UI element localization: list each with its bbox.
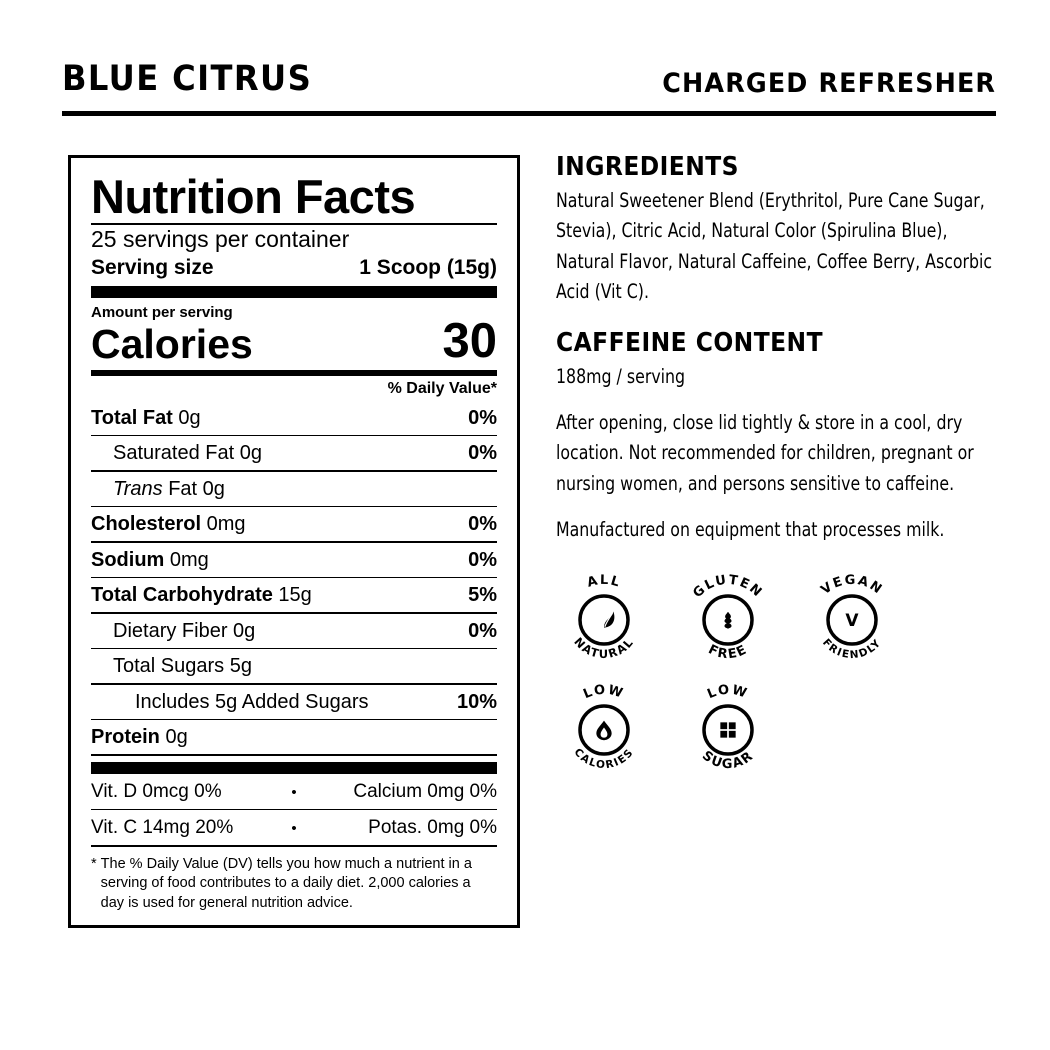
nutrient-name: Total Sugars 5g — [113, 655, 252, 678]
vitamin-rows — [87, 774, 501, 846]
nutrient-daily-value: 0% — [468, 442, 497, 465]
badge-vegan-friendly — [804, 572, 900, 668]
nutrient-rows — [87, 401, 501, 756]
caffeine-amount: 188mg / serving — [556, 364, 686, 388]
caffeine-heading: CAFFEINE CONTENT — [556, 327, 824, 358]
nutrient-name: Protein 0g — [91, 726, 188, 749]
nutrient-daily-value: 5% — [468, 584, 497, 607]
nutrition-facts-title: Nutrition Facts — [91, 170, 416, 223]
footnote-star: * — [91, 855, 97, 872]
badge-row — [556, 682, 936, 778]
ingredients-text: Natural Sweetener Blend (Erythritol, Pure Cane Sugar, Stevia), Citric Acid, Natural Color (Spirulina Blue), Natural Flavor, Natural Caffeine, Coffee Berry, Ascorbic Acid (Vit C). — [556, 189, 993, 304]
vitamin-right-value: Calcium 0mg 0% — [353, 780, 497, 802]
daily-value-header: % Daily Value* — [387, 379, 497, 397]
svg-text:ALL: ALL — [585, 572, 623, 591]
ingredients-heading: INGREDIENTS — [556, 152, 739, 182]
page-title: BLUE CITRUS — [62, 59, 313, 99]
svg-text:CALORIES: CALORIES — [571, 745, 637, 771]
nutrient-name: Includes 5g Added Sugars — [135, 690, 369, 713]
nutrient-name: Trans Fat 0g — [113, 477, 225, 500]
wheat-icon — [724, 612, 731, 628]
sugar-cubes-icon — [720, 722, 735, 737]
nutrient-daily-value: 0% — [468, 619, 497, 642]
footnote-text: The % Daily Value (DV) tells you how much a nutrient in a serving of food contributes to a daily diet. 2,000 calories a day is used for general nutrition advice. — [100, 855, 472, 911]
nutrient-amount: 5g — [224, 655, 252, 678]
nutrient-amount: 0mg — [201, 513, 246, 536]
nutrient-amount: 0g — [234, 442, 262, 465]
nutrient-row — [87, 543, 501, 577]
servings-per-container: 25 servings per container — [91, 225, 350, 252]
nutrient-name: Sodium 0mg — [91, 548, 209, 571]
nutrient-amount: 0g — [172, 406, 201, 429]
nutrient-row — [87, 720, 501, 754]
svg-text:VEGAN: VEGAN — [818, 572, 886, 598]
vitamin-separator-dot: • — [291, 820, 297, 838]
nutrient-name: Cholesterol 0mg — [91, 513, 246, 536]
info-column — [556, 152, 996, 792]
calories-label: Calories — [91, 320, 253, 367]
header-divider — [62, 111, 996, 116]
badge-all-natural — [556, 572, 652, 668]
caffeine-warning: After opening, close lid tightly & store in a cool, dry location. Not recommended for children, pregnant or nursing women, and persons sensitive to caffeine. — [556, 411, 974, 495]
nutrient-amount: 15g — [272, 584, 312, 607]
nutrient-name: Saturated Fat 0g — [113, 442, 262, 465]
nutrient-row — [87, 401, 501, 435]
header-row — [62, 59, 996, 99]
rule-under-calories — [91, 370, 497, 376]
nutrient-row — [87, 614, 501, 648]
flame-drop-icon — [596, 720, 611, 740]
nutrient-amount: Fat 0g — [162, 477, 225, 500]
daily-value-footnote — [91, 855, 497, 914]
nutrient-daily-value: 10% — [456, 690, 497, 713]
vitamin-separator-dot: • — [291, 783, 297, 801]
nutrient-amount: 0g — [227, 619, 256, 642]
nutrient-row — [87, 578, 501, 612]
calories-row — [91, 313, 497, 368]
vitamin-row — [87, 810, 501, 845]
nutrient-row-divider — [91, 754, 497, 756]
certification-badges — [556, 572, 936, 778]
vitamin-left-value: Vit. C 14mg 20% — [91, 817, 234, 839]
nutrient-name: Total Carbohydrate 15g — [91, 584, 312, 607]
nutrition-facts-panel — [68, 155, 520, 928]
badge-row — [556, 572, 936, 668]
rule-thick-top — [91, 286, 497, 298]
calories-value: 30 — [442, 313, 497, 368]
nutrient-row — [87, 649, 501, 683]
badge-low-sugar — [680, 682, 776, 778]
vitamin-left-value: Vit. D 0mcg 0% — [91, 780, 222, 802]
nutrient-daily-value: 0% — [468, 513, 497, 536]
nutrient-name: Total Fat 0g — [91, 406, 201, 429]
nutrient-amount: 0g — [159, 726, 188, 749]
nutrient-row — [87, 507, 501, 541]
svg-text:FRIENDLY: FRIENDLY — [819, 636, 885, 661]
rule-under-vitamins — [91, 845, 497, 847]
rule-thick-bottom — [91, 762, 497, 774]
svg-text:GLUTEN: GLUTEN — [690, 572, 766, 601]
product-type-label: CHARGED REFRESHER — [662, 68, 996, 99]
svg-text:SUGAR: SUGAR — [699, 747, 757, 772]
svg-text:V: V — [845, 610, 859, 631]
vegan-v-icon — [845, 611, 859, 631]
svg-text:NATURAL: NATURAL — [571, 634, 637, 661]
allergen-statement: Manufactured on equipment that processes milk. — [556, 518, 945, 542]
serving-size-label: Serving size — [91, 255, 214, 279]
svg-text:LOW: LOW — [705, 682, 750, 702]
nutrient-row — [87, 685, 501, 719]
badge-low-calories — [556, 682, 652, 778]
nutrient-name: Dietary Fiber 0g — [113, 619, 256, 642]
svg-text:FREE: FREE — [705, 641, 751, 663]
nutrient-daily-value: 0% — [468, 406, 497, 429]
nutrient-row — [87, 472, 501, 506]
serving-size-value: 1 Scoop (15g) — [359, 255, 497, 279]
nutrient-amount: 0mg — [164, 548, 209, 571]
label-header — [62, 59, 996, 116]
nutrient-row — [87, 436, 501, 470]
nutrient-daily-value: 0% — [468, 548, 497, 571]
vitamin-right-value: Potas. 0mg 0% — [368, 817, 497, 839]
leaf-icon — [604, 611, 614, 627]
amount-per-serving-label: Amount per serving — [91, 303, 233, 321]
serving-size-row — [91, 256, 497, 280]
vitamin-row — [87, 774, 501, 809]
svg-text:LOW: LOW — [581, 682, 626, 702]
badge-gluten-free — [680, 572, 776, 668]
